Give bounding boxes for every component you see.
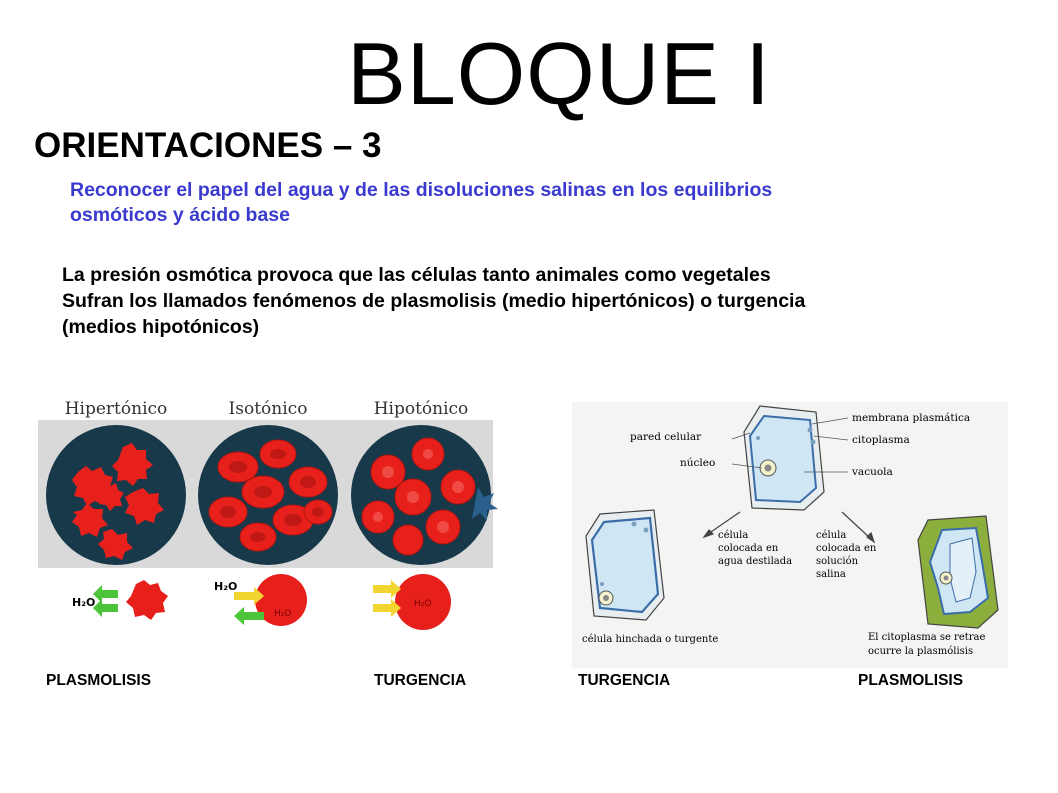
body-paragraph xyxy=(62,262,1022,340)
label-cytoplasm: citoplasma xyxy=(852,434,910,446)
caption-plasmolisis-left: PLASMOLISIS xyxy=(46,672,152,689)
label-saline-2: colocada en xyxy=(816,543,877,554)
dish-isotonic xyxy=(198,425,338,565)
caption-turgencia-right: TURGENCIA xyxy=(578,672,671,689)
label-saline-4: salina xyxy=(816,569,846,580)
caption-plasmolisis-right: PLASMOLISIS xyxy=(858,672,964,689)
label-shrink-2: ocurre la plasmólisis xyxy=(868,646,974,657)
label-nucleus: núcleo xyxy=(680,457,716,469)
slide-title: BLOQUE I xyxy=(347,24,771,123)
label-shrink-1: El citoplasma se retrae xyxy=(868,632,986,643)
body-line: La presión osmótica provoca que las células tanto animales como vegetales xyxy=(62,264,771,286)
plant-cell-osmosis-figure xyxy=(572,402,1008,668)
header-hypertonic: Hipertónico xyxy=(64,399,168,419)
label-turgid: célula hinchada o turgente xyxy=(582,634,719,645)
label-distilled-1: célula xyxy=(718,530,749,541)
learning-goal: Reconocer el papel del agua y de las disoluciones salinas en los equilibrios osmóticos y ácido base xyxy=(70,179,773,226)
body-line: Sufran los llamados fenómenos de plasmolisis (medio hipertónicos) o turgencia xyxy=(62,290,806,312)
water-entry-cell xyxy=(373,574,451,630)
label-distilled-3: agua destilada xyxy=(718,556,793,567)
water-balance-cell xyxy=(214,574,307,626)
label-distilled-2: colocada en xyxy=(718,543,779,554)
water-label-inside: H₂O xyxy=(414,599,432,609)
label-cell-wall: pared celular xyxy=(630,431,702,443)
water-exit-cell xyxy=(72,580,168,620)
header-isotonic: Isotónico xyxy=(228,399,308,419)
label-vacuole: vacuola xyxy=(852,466,893,478)
caption-turgencia-left: TURGENCIA xyxy=(374,672,467,689)
body-line: (medios hipotónicos) xyxy=(62,316,260,338)
blood-cells-osmosis-figure xyxy=(38,392,498,632)
label-membrane: membrana plasmática xyxy=(852,412,971,424)
slide-subtitle: ORIENTACIONES – 3 xyxy=(34,126,382,165)
dish-hypertonic xyxy=(46,425,186,565)
label-saline-1: célula xyxy=(816,530,847,541)
header-hypotonic: Hipotónico xyxy=(373,399,469,419)
water-label: H₂O xyxy=(214,580,238,593)
label-saline-3: solución xyxy=(816,556,859,567)
water-label: H₂O xyxy=(72,596,96,609)
water-label-inside: H₂O xyxy=(274,609,292,619)
